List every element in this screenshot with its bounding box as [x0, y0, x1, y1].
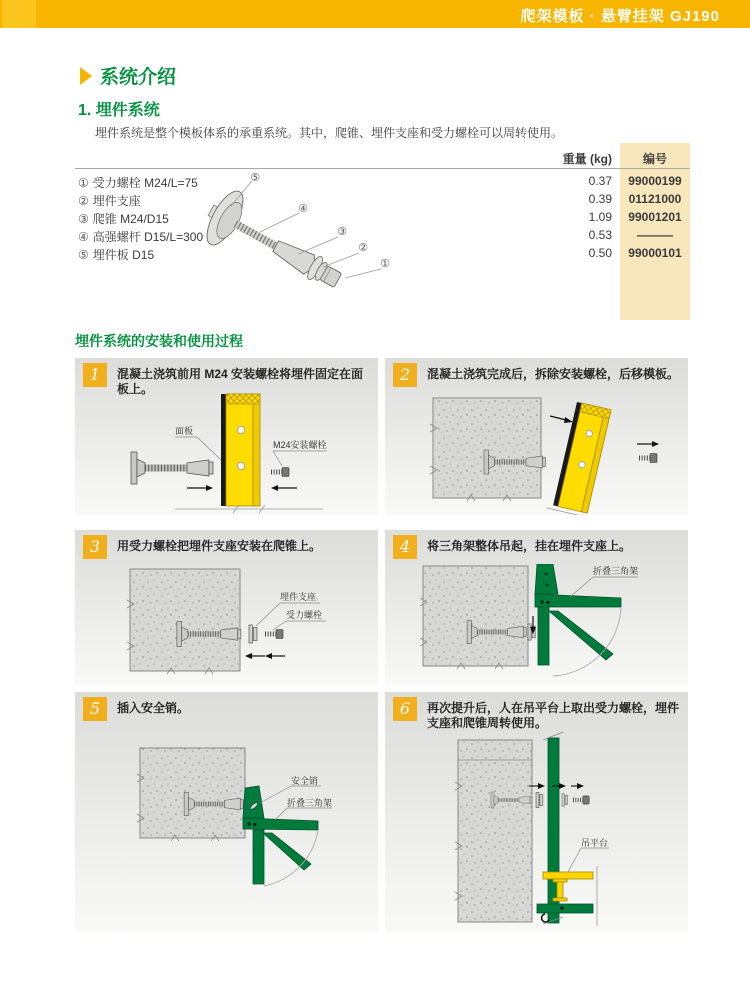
- label-formwork-panel: 面板: [175, 426, 194, 436]
- col-header-code: 编号: [642, 152, 667, 166]
- part-name: 埋件板 D15: [92, 248, 155, 262]
- part-number: ⑤: [78, 248, 89, 262]
- callout-4: ④: [298, 203, 308, 215]
- part-weight: 0.39: [588, 192, 612, 206]
- step-panel-1: [75, 358, 378, 515]
- step-number-badge: 4: [393, 535, 417, 559]
- part-name: 高强螺杆 D15/L=300: [92, 230, 204, 244]
- callout-2: ②: [358, 242, 368, 254]
- part-number: ①: [78, 176, 89, 190]
- step-2-diagram: [385, 392, 688, 515]
- page-header-bar: [0, 0, 750, 28]
- part-code: 01121000: [628, 192, 682, 206]
- process-title: 埋件系统的安装和使用过程: [75, 333, 243, 349]
- step-text: 将三角架整体吊起，挂在埋件支座上。: [427, 539, 632, 553]
- label-bracket: 折叠三角架: [593, 566, 639, 576]
- label-install-bolt: M24安装螺栓: [273, 440, 327, 450]
- arrow-right-icon: [538, 783, 545, 789]
- bolt-icon: [573, 796, 589, 804]
- arrow-right-icon: [559, 783, 566, 789]
- callout-1: ①: [380, 258, 390, 270]
- section-header: [80, 62, 176, 89]
- embed-assembly-illustration: [195, 166, 445, 318]
- arrow-left-icon: [265, 653, 272, 659]
- platform-beam: [537, 904, 593, 913]
- part-name: 受力螺栓 M24/L=75: [92, 176, 198, 190]
- label-safety-pin: 安全销: [291, 776, 319, 786]
- part-weight: 0.53: [588, 228, 612, 242]
- label-load-bolt: 受力螺栓: [286, 610, 323, 620]
- bolt-icon: [265, 630, 283, 639]
- step-text: 再次提升后，人在吊平台上取出受力螺栓，埋件支座和爬锥周转使用。: [427, 701, 680, 730]
- step-panel-3: [75, 530, 378, 686]
- arrow-left-icon: [271, 485, 278, 491]
- arrow-right-icon: [652, 441, 659, 447]
- part-weight: 0.37: [588, 174, 612, 188]
- part-weight: 0.50: [588, 246, 612, 260]
- subsection-intro: 埋件系统是整个模板体系的承重系统。其中，爬锥、埋件支座和受力螺栓可以周转使用。: [95, 126, 564, 140]
- part-name: 爬锥 M24/D15: [92, 212, 169, 226]
- step-panel-4: [385, 530, 688, 686]
- washer-icon: [562, 794, 568, 807]
- step-number-badge: 5: [83, 697, 107, 721]
- part-number: ②: [78, 194, 89, 208]
- label-bracket: 折叠三角架: [287, 798, 333, 808]
- step-text: 混凝土浇筑前用 M24 安装螺栓将埋件固定在面板上。: [117, 367, 364, 396]
- step-panel-5: [75, 692, 378, 932]
- triangle-bullet-icon: [80, 67, 92, 85]
- concrete-wall: [433, 398, 541, 498]
- part-code: 99000199: [628, 174, 682, 188]
- step-4-diagram: [385, 564, 688, 686]
- support-seat-icon: [528, 624, 535, 640]
- part-name: 埋件支座: [92, 194, 141, 208]
- label-support-seat: 埋件支座: [280, 592, 317, 602]
- part-number: ③: [78, 212, 89, 226]
- page-header-title: 爬架模板 · 悬臂挂架 GJ190: [520, 8, 720, 25]
- embed-assembly-icon: [131, 452, 213, 484]
- header-accent-block: [2, 0, 36, 28]
- concrete-wall: [458, 740, 532, 922]
- arrow-left-icon: [245, 653, 252, 659]
- step-panel-2: [385, 358, 688, 515]
- support-seat-icon: [249, 625, 257, 643]
- arrow-right-icon: [577, 783, 584, 789]
- subsection-title: 1. 埋件系统: [78, 102, 160, 119]
- step-1-diagram: [75, 392, 378, 515]
- support-seat-icon: [536, 792, 543, 807]
- concrete-wall: [140, 748, 245, 838]
- callout-5: ⑤: [250, 172, 260, 184]
- arrow-right-icon: [206, 485, 213, 491]
- step-text: 用受力螺栓把埋件支座安装在爬锥上。: [117, 539, 322, 553]
- col-header-weight: 重量 (kg): [562, 152, 612, 166]
- concrete-wall: [130, 569, 240, 671]
- concrete-wall: [423, 566, 528, 666]
- part-number: ④: [78, 230, 89, 244]
- bolt-icon: [639, 454, 657, 463]
- part-code: 99001201: [628, 210, 682, 224]
- bolt-icon: [271, 468, 289, 477]
- part-code: 99000101: [628, 246, 682, 260]
- part-weight: 1.09: [588, 210, 612, 224]
- part-code: ———: [637, 228, 673, 242]
- step-text: 插入安全销。: [117, 701, 190, 715]
- folding-triangle-bracket: [535, 564, 621, 665]
- step-number-badge: 2: [393, 363, 417, 387]
- step-number-badge: 1: [83, 363, 107, 387]
- step-number-badge: 6: [393, 697, 417, 721]
- section-title: 系统介绍: [100, 67, 177, 88]
- arrow-right-icon: [564, 417, 573, 423]
- step-panel-6: [385, 692, 688, 932]
- callout-3: ③: [337, 226, 347, 238]
- step-number-badge: 3: [83, 535, 107, 559]
- step-3-diagram: [75, 564, 378, 686]
- step-6-diagram: [385, 726, 688, 932]
- step-5-diagram: [75, 726, 378, 932]
- label-hanging-platform: 吊平台: [581, 838, 609, 848]
- step-text: 混凝土浇筑完成后，拆除安装螺栓，后移模板。: [427, 367, 680, 381]
